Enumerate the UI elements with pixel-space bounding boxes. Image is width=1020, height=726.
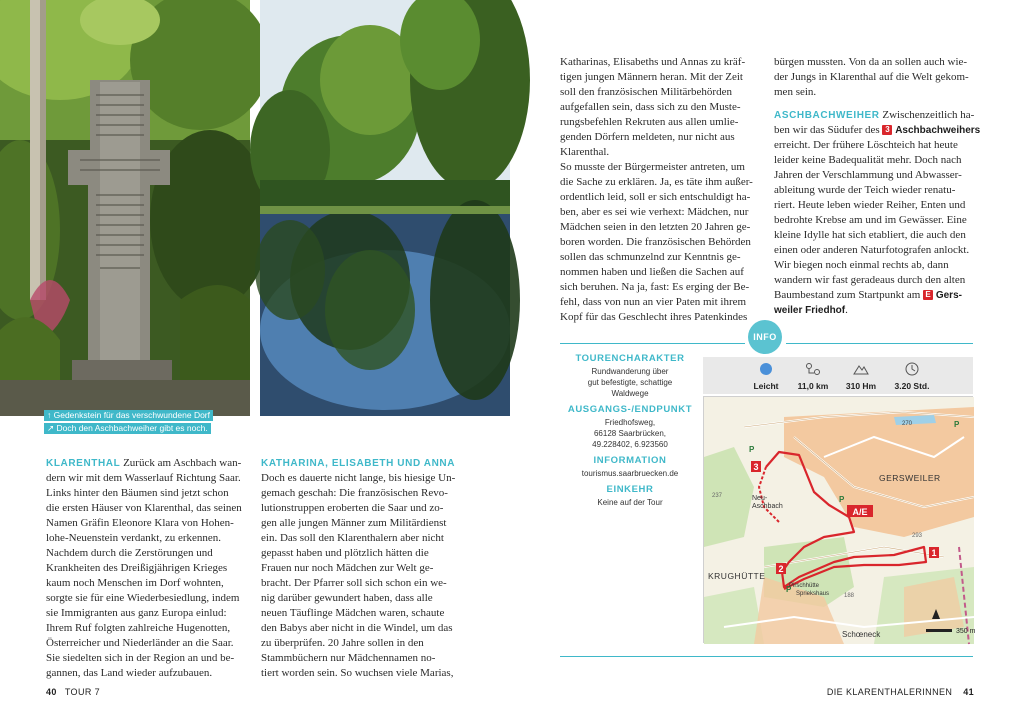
text-line: bedrohte Krebse am und im Gewässer. Eine [774, 214, 967, 226]
text-line: Baumbestand zum Startpunkt am [774, 289, 921, 301]
text-line: soll den französischen Militärbehörden [560, 86, 732, 98]
text-line: So musste der Bürgermeister antreten, um [560, 161, 745, 173]
info-section-information [560, 454, 700, 479]
map-label-schoeneck: Schœneck [842, 630, 881, 639]
info-section-character [560, 352, 700, 399]
text-line: bürgen mussten. Von da an sollen auch wie- [774, 56, 968, 68]
waypoint-3-label: 3 [753, 462, 759, 472]
text-column-klarenthal [46, 456, 246, 681]
text-line: einen oder anderen Naturfotografen anlockt. [774, 244, 970, 256]
text-line: zu überprüfen. 20 Jahre sollen in den [261, 637, 424, 649]
waypoint-1-label: 1 [931, 548, 937, 558]
map-altitude: 293 [912, 533, 923, 539]
text-line: Doch es dauerte nicht lange, bis hiesige Un- [261, 472, 456, 484]
section-heading-klarenthal: KLARENTHAL [46, 458, 121, 469]
text-line: aufgefallen sein, dass sich zu den Muste- [560, 101, 741, 113]
text-line: Zurück am Aschbach wan- [123, 457, 242, 469]
info-divider-right [786, 343, 973, 344]
section-heading-aschbachweiher: ASCHBACHWEIHER [774, 110, 880, 121]
text-line: men sein. [774, 86, 817, 98]
text-line: Stammbüchern nur Mädchennamen no- [261, 652, 436, 664]
info-badge: INFO [748, 320, 782, 354]
stat-distance-value: 11,0 km [797, 381, 829, 391]
parking-label: P [954, 420, 960, 429]
text-line: neuen Täuflinge Mädchen waren, schaute [261, 607, 445, 619]
text-line: Österreicher und Niederländer an die Saar. [46, 637, 234, 649]
parking-label: P [839, 495, 845, 504]
text-line: tiert worden sein. So wuchsen viele Marias, [261, 667, 454, 679]
text-line: Sie siedelten sich in der Region an und be- [46, 652, 235, 664]
scale-bar [926, 629, 952, 632]
section-heading-katharina: KATHARINA, ELISABETH UND ANNA [261, 458, 456, 469]
text-line: ben wir das Südufer des [774, 124, 880, 136]
map-label-pirschhuette: Pirschhütte [789, 583, 820, 589]
text-line: kaum noch Menschen im Dorf wohnten, [46, 577, 224, 589]
text-line: dern wir mit dem Wasserlauf Richtung Saar. [46, 472, 241, 484]
info-text: Rundwanderung über [591, 367, 669, 376]
waypoint-e-badge: E [923, 290, 933, 300]
parking-label: P [749, 445, 755, 454]
info-heading: EINKEHR [606, 484, 654, 495]
map-label-spriekshaus: Spriekshaus [796, 591, 830, 597]
text-line: gannen, das Land wieder aufzubauen. [46, 667, 213, 679]
map-altitude: 188 [844, 593, 855, 599]
map-road-number: 270 [902, 421, 913, 427]
stat-duration-value: 3.20 Std. [894, 381, 930, 391]
text-line: Ihrem Ruf folgten zahlreiche Hugenotten, [46, 622, 231, 634]
text-line: Frauen nur noch Mädchen zur Welt ge- [261, 562, 434, 574]
info-website: tourismus.saarbruecken.de [581, 469, 679, 478]
text-line: kleine Idylle hat sich etabliert, die auch den [774, 229, 966, 241]
map-label-neu-aschbach: Aschbach [752, 503, 783, 510]
text-column-aschbachweiher [774, 55, 979, 318]
tour-info-column [560, 352, 700, 512]
route-distance-icon [805, 362, 821, 376]
info-text: 66128 Saarbrücken, [593, 429, 667, 438]
info-divider-left [560, 343, 745, 344]
text-line: tigen jungen Männern heran. Mit der Zeit [560, 71, 743, 83]
memorial-stone-image [0, 0, 250, 416]
stat-elevation [833, 357, 889, 394]
poi-gersweiler-friedhof-cont: weiler Friedhof [774, 305, 846, 316]
page-number-right: 41 [963, 687, 974, 697]
text-line: Katharinas, Elisabeths und Annas zu kräf- [560, 56, 746, 68]
text-line: gemach geschah: Die französischen Revo- [261, 487, 448, 499]
text-line: sorgte sie für eine Wiederbesiedlung, indem [46, 592, 240, 604]
pond-photo [260, 0, 510, 416]
text-line: Kopf für das Geschlecht ihres Patenkindes [560, 311, 748, 323]
poi-aschbachweiher: Aschbachweihers [895, 125, 981, 136]
text-line: Nachdem durch die Zerstörungen und [46, 547, 213, 559]
text-line: Jahren der Verschlammung und Abwasser- [774, 169, 962, 181]
text-line: riert. Heute leben wieder Reiher, Enten und [774, 199, 966, 211]
map-label-krughuette: KRUGHÜTTE [708, 571, 766, 581]
map-label-gersweiler: GERSWEILER [879, 473, 941, 483]
text-line: Klarenthal. [560, 146, 610, 158]
text-line: rungsbefehlen Rekruten aus allen umlie- [560, 116, 739, 128]
text-line: Namen Gräfin Eleonore Klara von Hohen- [46, 517, 234, 529]
info-heading: INFORMATION [593, 455, 667, 466]
scale-label: 350 m [956, 628, 976, 635]
text-line: ordentlich leid, soll er sich entschuldigt ha- [560, 191, 751, 203]
stat-difficulty-value: Leicht [753, 381, 779, 391]
difficulty-dot-icon [758, 362, 774, 376]
photo-caption-right: ↗ Doch den Aschbachweiher gibt es noch. [44, 423, 211, 434]
text-line: den Babys aber nicht in die Windel, um das [261, 622, 453, 634]
text-line: Krankheiten des Dreißigjährigen Krieges [46, 562, 228, 574]
running-head-left: TOUR 7 [64, 687, 101, 697]
tour-stats-bar [703, 357, 973, 394]
text-line: wandern wir fast geradeaus durch den alten [774, 274, 966, 286]
text-line: boren worden. Die französischen Behörden [560, 236, 751, 248]
map-altitude: 237 [712, 493, 723, 499]
text-line: genden Dörfern meldeten, nur nicht aus [560, 131, 735, 143]
text-column-3 [560, 55, 765, 325]
info-section-einkehr [560, 483, 700, 508]
text-line: Zwischenzeitlich ha- [882, 109, 975, 121]
text-line: . [845, 304, 848, 316]
text-line: lutionstruppen eroberten die Saar und zo- [261, 502, 444, 514]
text-line: fehl, dass von nun an vier Paten mit ihrem [560, 296, 747, 308]
text-line: sollen das schmunzelnd zur Kenntnis ge- [560, 251, 741, 263]
text-line: Wir biegen noch einmal rechts ab, dann [774, 259, 949, 271]
text-line: lohe-Neuenstein verdankt, zu erkennen. [46, 532, 222, 544]
start-end-label: A/E [852, 507, 868, 517]
page-number-left: 40 [46, 687, 57, 697]
info-heading: AUSGANGS-/ENDPUNKT [567, 404, 693, 415]
stat-elevation-value: 310 Hm [845, 381, 877, 391]
route-map-graphic [704, 397, 974, 644]
text-line: nig darüber gewundert haben, dass alle [261, 592, 433, 604]
info-text: Waldwege [611, 389, 649, 398]
text-line: der Jungs in Klarenthal auf die Welt gekom- [774, 71, 969, 83]
info-text: gut befestigte, schattige [587, 378, 673, 387]
waypoint-3-badge: 3 [882, 125, 892, 135]
map-bottom-divider [560, 656, 973, 657]
poi-gersweiler-friedhof: Gers- [935, 290, 962, 301]
pond-image [260, 0, 510, 416]
info-text: 49.228402, 6.923560 [592, 440, 668, 449]
info-text: Friedhofsweg, [604, 418, 656, 427]
text-line: sich beruhen. Na ja, fast: Es erging der Be- [560, 281, 750, 293]
text-line: ben, aber es sei wie verhext: Mädchen, nur [560, 206, 749, 218]
parking-label: P [786, 585, 792, 594]
stat-duration [884, 357, 940, 394]
route-map [703, 396, 976, 643]
text-line: gepasst haben und plötzlich hätten die [261, 547, 429, 559]
info-section-start [560, 403, 700, 450]
text-line: die Sache zu erklären. Ja, es täte ihm außer- [560, 176, 753, 188]
text-line: die ersten Häuser von Klarenthal, das seinen [46, 502, 242, 514]
footer-right [827, 687, 974, 697]
text-column-katharina [261, 456, 466, 681]
clock-icon [904, 362, 920, 376]
text-line: ableitung wurde der Teich wieder renatu- [774, 184, 956, 196]
mountain-icon [853, 362, 869, 376]
map-label-neu-aschbach: Neu- [752, 495, 768, 502]
footer-left [46, 687, 100, 697]
text-line: gen alle jungen Männer zum Militärdienst [261, 517, 447, 529]
text-line: leider keine Badequalität mehr. Doch nach [774, 154, 962, 166]
text-line: Mädchen seien in den letzten 20 Jahren ge- [560, 221, 751, 233]
text-line: bracht. Der Pfarrer soll sich schon ein we- [261, 577, 447, 589]
text-line: nommen haben und ließen die Sachen auf [560, 266, 744, 278]
photo-caption-left: ↑ Gedenkstein für das verschwundene Dorf [44, 410, 213, 421]
text-line: sie Immigranten aus ganz Europa einlud: [46, 607, 227, 619]
memorial-stone-photo [0, 0, 250, 416]
text-line: Links hinter den Bäumen sind jetzt schon [46, 487, 229, 499]
info-heading: TOURENCHARAKTER [575, 353, 685, 364]
info-text: Keine auf der Tour [597, 498, 663, 507]
text-line: ein. Das soll den Klarenthalern aber nicht [261, 532, 444, 544]
running-head-right: DIE KLARENTHALERINNEN [826, 687, 953, 697]
text-line: erreicht. Der frühere Löschteich hat heute [774, 139, 958, 151]
waypoint-2-label: 2 [778, 564, 784, 574]
